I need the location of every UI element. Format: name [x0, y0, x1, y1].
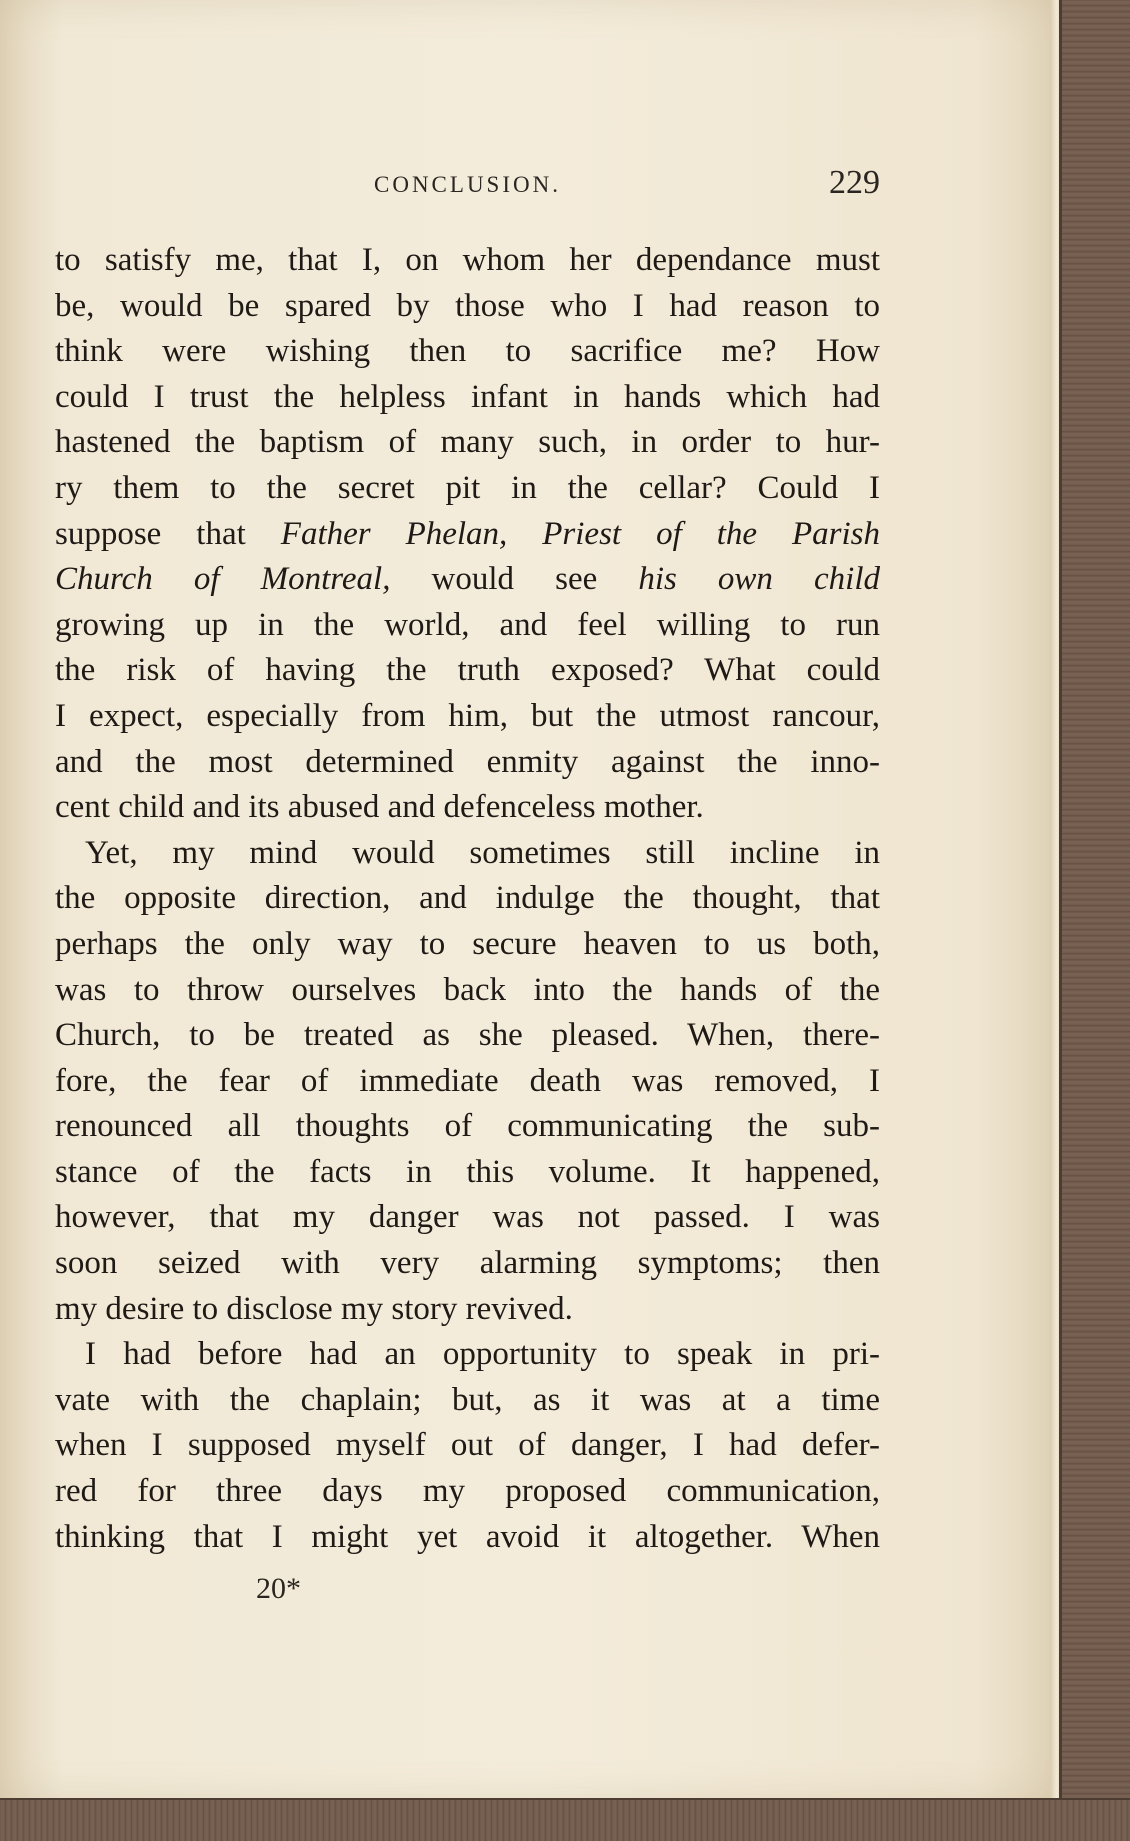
- text-segment: would see: [431, 561, 598, 598]
- text-line: red for three days my proposed communication,: [55, 1473, 880, 1510]
- text-line: I expect, especially from him, but the utmost rancour,: [55, 697, 880, 734]
- text-line: my desire to disclose my story revived.: [55, 1290, 573, 1327]
- text-line: when I supposed myself out of danger, I had defer-: [55, 1427, 880, 1464]
- text-line: stance of the facts in this volume. It happened,: [55, 1153, 880, 1190]
- text-line: to satisfy me, that I, on whom her dependance must: [55, 242, 880, 278]
- text-line: [55, 512, 880, 558]
- text-line: however, that my danger was not passed. I was: [55, 1199, 880, 1236]
- text-line: thinking that I might yet avoid it altogether. When: [55, 1518, 880, 1555]
- text-line: Church, to be treated as she pleased. When, there-: [55, 1017, 880, 1054]
- text-line: renounced all thoughts of communicating the sub-: [55, 1108, 880, 1145]
- page-number: 229: [829, 164, 880, 201]
- italic-text: Father Phelan, Priest of the Parish: [280, 515, 881, 552]
- text-line: think were wishing then to sacrifice me? How: [55, 333, 880, 370]
- italic-text: Church of Montreal,: [55, 561, 391, 598]
- signature-mark: 20*: [256, 1572, 301, 1605]
- book-cover-bottom: [0, 1798, 1130, 1841]
- body-text: [55, 238, 880, 1560]
- text-line: hastened the baptism of many such, in order to hur-: [55, 424, 880, 461]
- text-line: fore, the fear of immediate death was removed, I: [55, 1062, 880, 1099]
- text-line: [55, 557, 880, 603]
- text-line: vate with the chaplain; but, as it was at a time: [55, 1381, 880, 1418]
- italic-text: his own child: [638, 561, 880, 598]
- book-cover-edge: [1059, 0, 1130, 1841]
- text-segment: suppose that: [55, 515, 246, 552]
- text-line: the risk of having the truth exposed? What could: [55, 652, 880, 689]
- text-line: Yet, my mind would sometimes still incline in: [85, 834, 880, 871]
- text-line: cent child and its abused and defenceless mother.: [55, 789, 704, 826]
- running-head: [55, 164, 880, 208]
- text-line: the opposite direction, and indulge the thought, that: [55, 880, 880, 917]
- text-line: soon seized with very alarming symptoms; then: [55, 1245, 880, 1282]
- text-line: could I trust the helpless infant in hands which had: [55, 378, 880, 415]
- text-line: growing up in the world, and feel willing to run: [55, 606, 880, 643]
- text-line: was to throw ourselves back into the hands of the: [55, 971, 880, 1008]
- text-line: I had before had an opportunity to speak in pri-: [85, 1336, 880, 1373]
- text-line: be, would be spared by those who I had reason to: [55, 287, 880, 324]
- text-line: perhaps the only way to secure heaven to us both,: [55, 925, 880, 962]
- text-line: and the most determined enmity against the inno-: [55, 743, 880, 780]
- chapter-title: CONCLUSION.: [374, 172, 561, 197]
- text-line: ry them to the secret pit in the cellar? Could I: [55, 469, 880, 506]
